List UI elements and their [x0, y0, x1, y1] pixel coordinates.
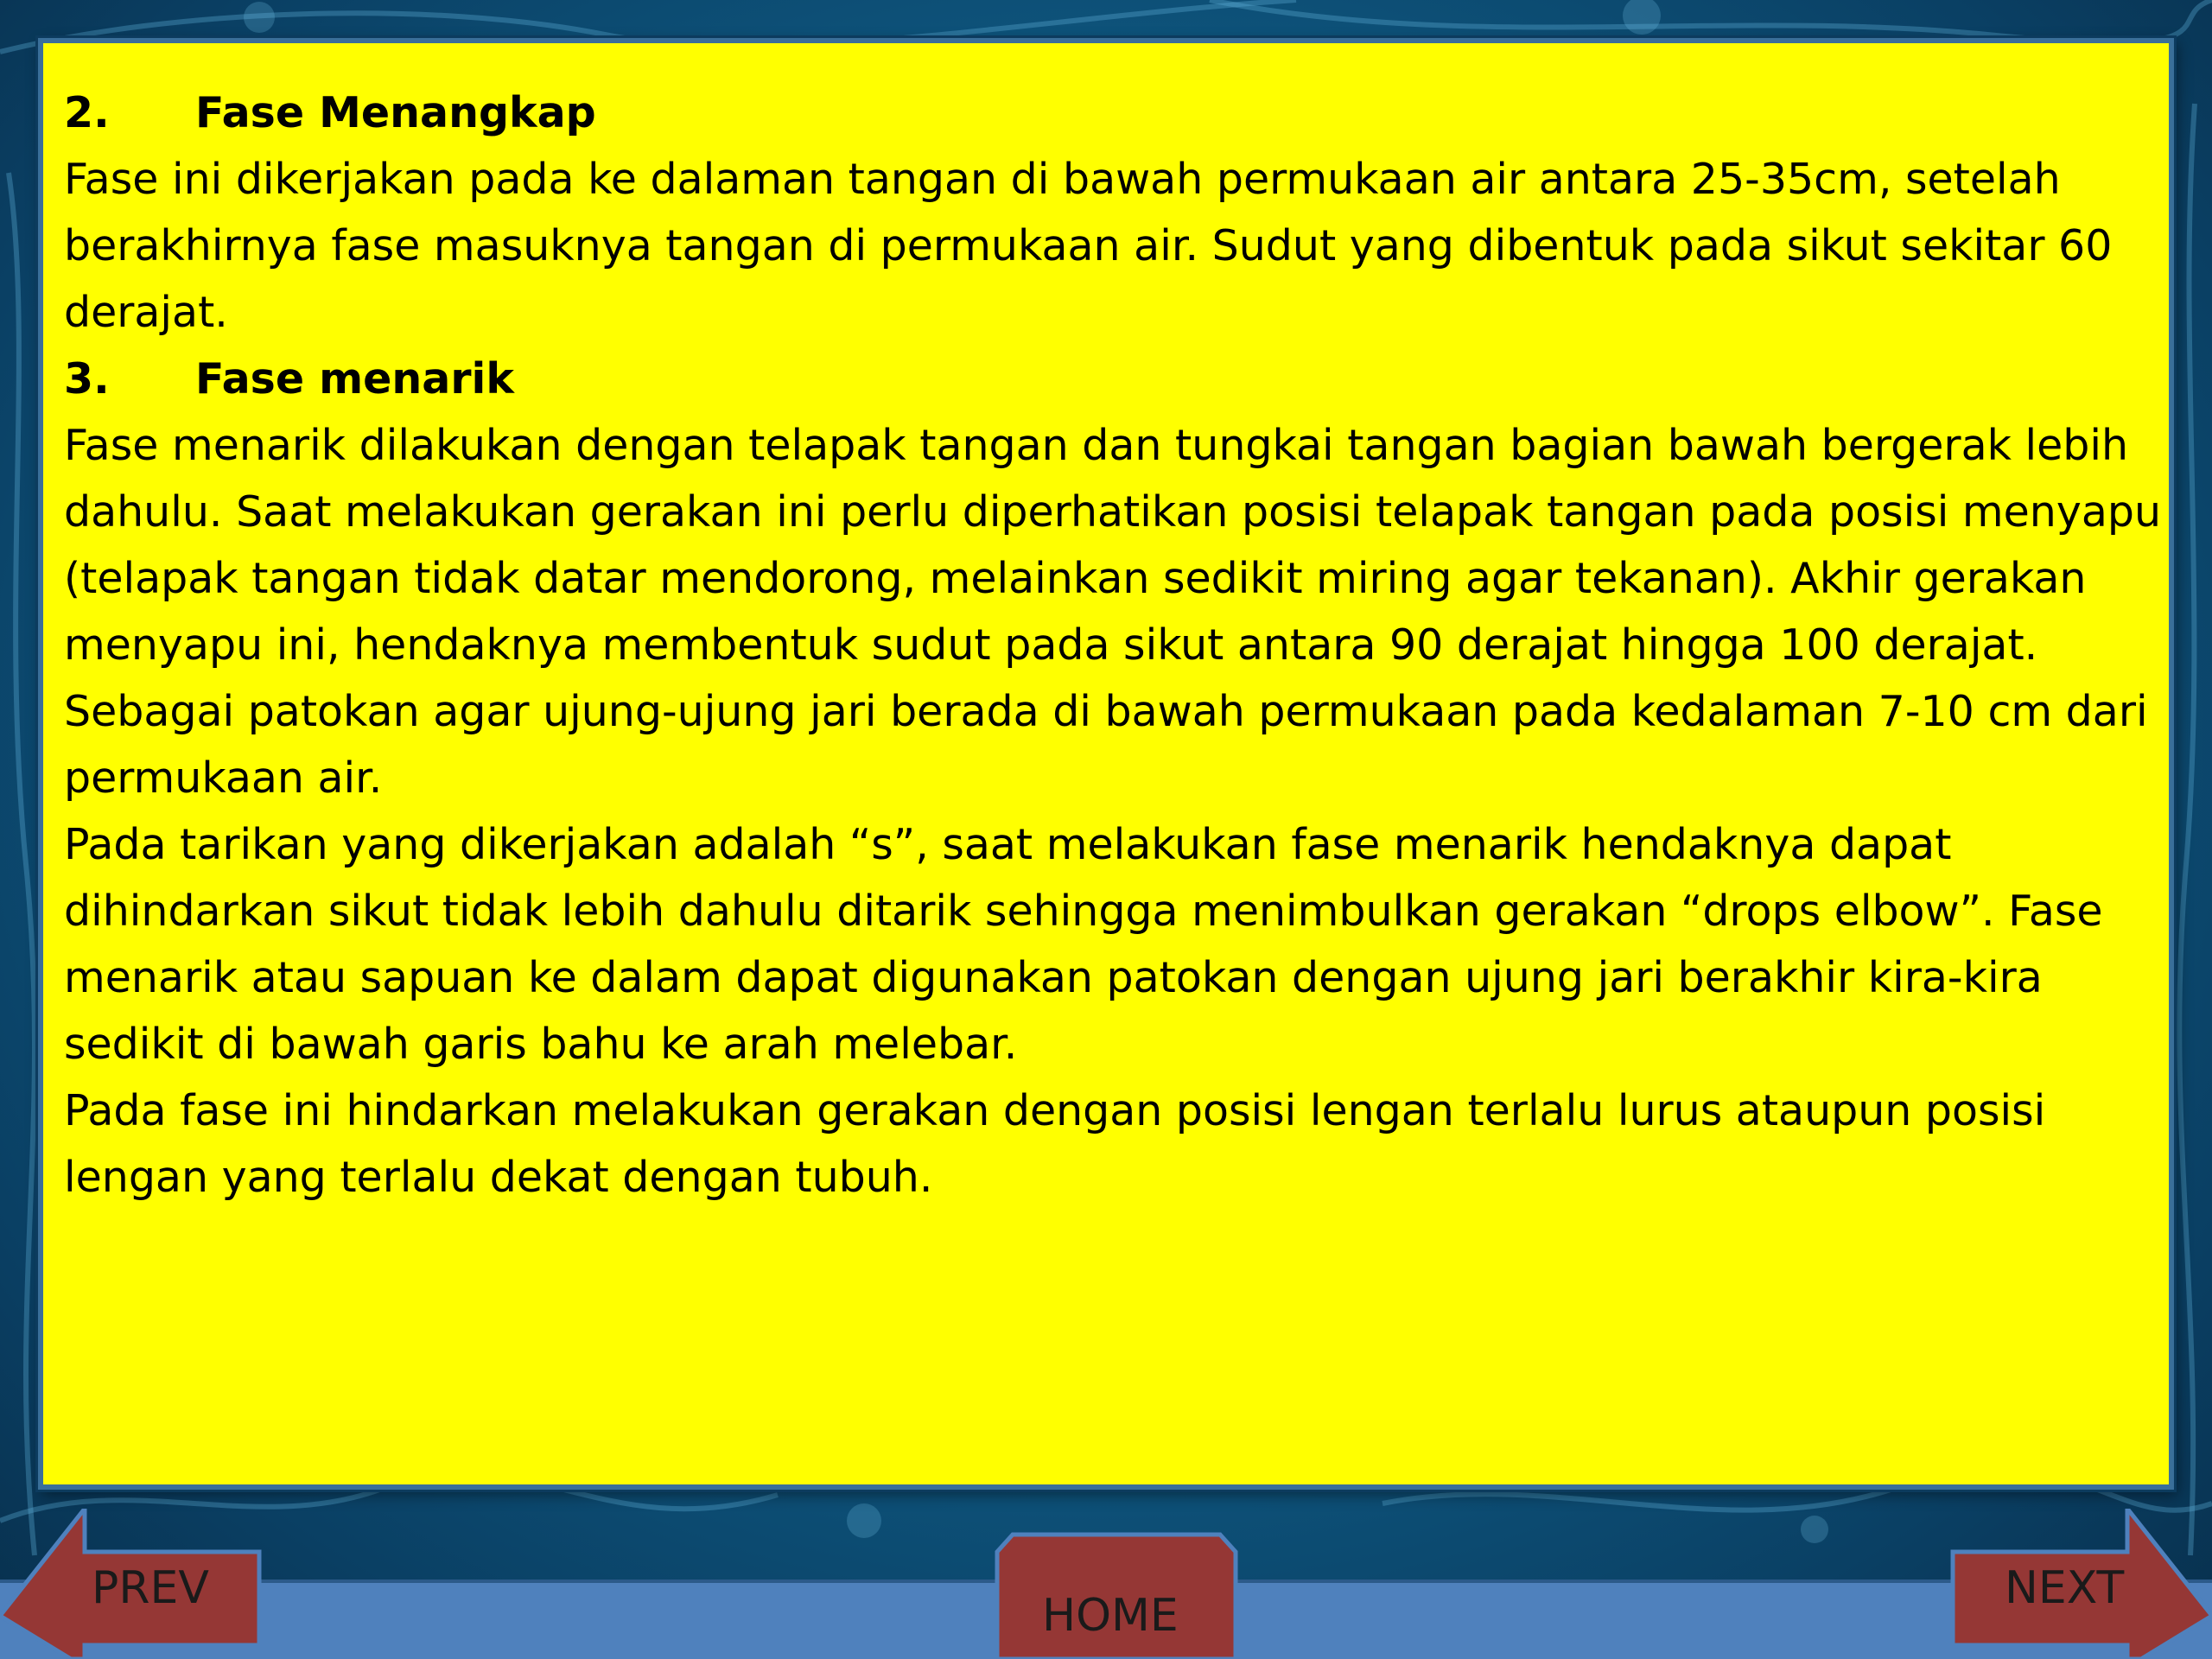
section-paragraph: Fase menarik dilakukan dengan telapak tangan dan tungkai tangan bagian bawah bergerak lebih dahulu. Saat melakukan gerakan ini perlu diperhatikan posisi telapak tangan pada posisi menyapu (telapak tangan tidak datar mendorong, melainkan sedikit miring agar tekanan). Akhir gerakan menyapu ini, hendaknya membentuk sudut pada sikut antara 90 derajat hingga 100 derajat. Sebagai patokan agar ujung-ujung jari berada di bawah permukaan pada kedalaman 7-10 cm dari permukaan air.: [64, 421, 2162, 803]
next-label: NEXT: [2005, 1562, 2125, 1614]
section-paragraph: Pada tarikan yang dikerjakan adalah “s”, saat melakukan fase menarik hendaknya dapat dihindarkan sikut tidak lebih dahulu ditarik sehingga menimbulkan gerakan “drops elbow”. Fase menarik atau sapuan ke dalam dapat digunakan patokan dengan ujung jari berakhir kira-kira sedikit di bawah garis bahu ke arah melebar.: [64, 820, 2103, 1069]
section-heading: [64, 346, 2164, 412]
section-paragraph: Fase ini dikerjakan pada ke dalaman tangan di bawah permukaan air antara 25-35cm, setelah berakhirnya fase masuknya tangan di permukaan air. Sudut yang dibentuk pada sikut sekitar 60 derajat.: [64, 155, 2113, 337]
section-heading: [64, 79, 2164, 146]
prev-label: PREV: [92, 1562, 209, 1614]
section-number: 3.: [64, 354, 110, 404]
home-button[interactable]: [994, 1529, 1239, 1659]
slide-content-panel: [38, 38, 2174, 1490]
section-number: 2.: [64, 88, 110, 137]
section-title: Fase Menangkap: [195, 88, 596, 137]
section-title: Fase menarik: [195, 354, 514, 404]
section-paragraph: Pada fase ini hindarkan melakukan gerakan dengan posisi lengan terlalu lurus ataupun posisi lengan yang terlalu dekat dengan tubuh.: [64, 1086, 2046, 1202]
next-button[interactable]: [1944, 1509, 2212, 1659]
prev-button[interactable]: [0, 1509, 268, 1659]
slide-text: [64, 79, 2164, 1211]
home-label: HOME: [1042, 1590, 1179, 1642]
